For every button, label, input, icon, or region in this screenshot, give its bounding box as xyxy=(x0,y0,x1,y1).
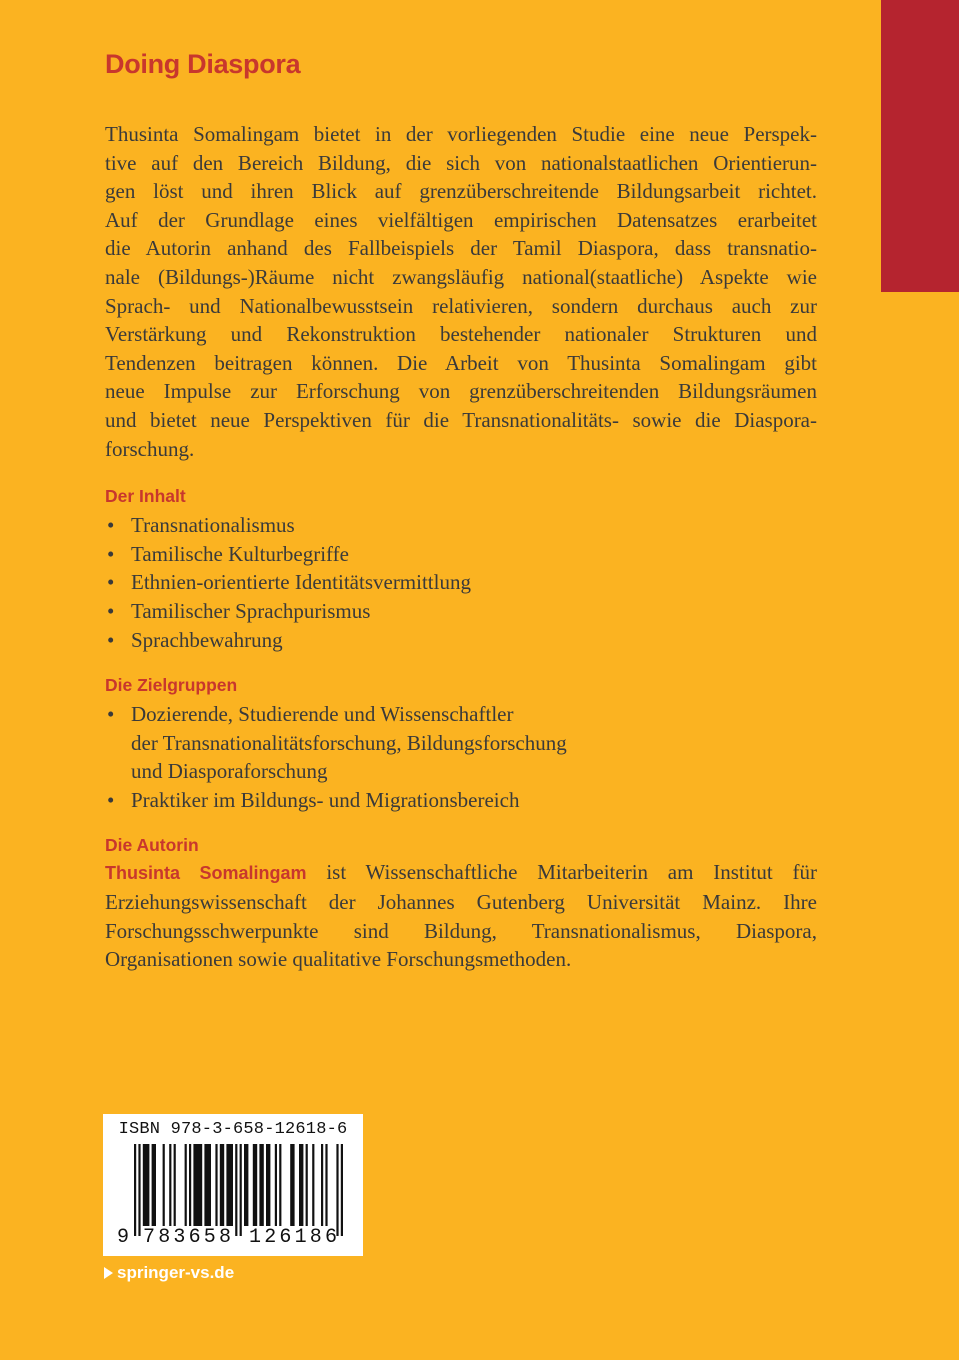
description-line: Verstärkung und Rekonstruktion bestehender nationaler Strukturen und xyxy=(105,322,817,347)
barcode-guard-bar xyxy=(138,1144,140,1236)
description-line: gen löst und ihren Blick auf grenzüberschreitende Bildungsarbeit richtet. xyxy=(105,179,817,204)
barcode-guard-bar xyxy=(134,1144,136,1236)
barcode-bar xyxy=(163,1144,165,1226)
barcode-bar xyxy=(193,1144,202,1226)
barcode-bar xyxy=(325,1144,327,1226)
book-title: Doing Diaspora xyxy=(105,49,301,79)
zielgruppe-item xyxy=(105,786,817,815)
bullet-icon: • xyxy=(107,787,115,812)
barcode-bar xyxy=(299,1144,303,1226)
zielgruppe-item-line: der Transnationalitätsforschung, Bildungsforschung xyxy=(131,730,567,755)
barcode-bar xyxy=(266,1144,270,1226)
back-cover-content xyxy=(105,46,817,974)
inhalt-item-text: Sprachbewahrung xyxy=(131,627,283,652)
inhalt-item xyxy=(105,568,817,597)
barcode-bar xyxy=(152,1144,156,1226)
description-line: nale (Bildungs-)Räume nicht zwangsläufig national(staatliche) Aspekte wie xyxy=(105,264,817,289)
author-bio xyxy=(105,858,817,973)
zielgruppe-item xyxy=(105,700,817,786)
barcode-bar xyxy=(290,1144,294,1226)
author-bio-text: Erziehungswissenschaft der Johannes Gutenberg Universität Mainz. Ihre xyxy=(105,890,817,915)
book-description xyxy=(105,120,817,463)
isbn-label: ISBN 978-3-658-12618-6 xyxy=(118,1120,348,1139)
barcode-bar xyxy=(204,1144,211,1226)
description-line: Thusinta Somalingam bietet in der vorliegenden Studie eine neue Perspek- xyxy=(105,122,817,146)
description-line: forschung. xyxy=(105,436,195,461)
inhalt-list xyxy=(105,511,817,654)
barcode-guard-bar xyxy=(336,1144,338,1236)
inhalt-item-text: Tamilischer Sprachpurismus xyxy=(131,598,371,623)
autorin-heading: Die Autorin xyxy=(105,835,199,856)
barcode-bar xyxy=(220,1144,224,1226)
zielgruppen-list xyxy=(105,700,817,814)
author-bio-line xyxy=(105,888,817,917)
description-line: die Autorin anhand des Fallbeispiels der Tamil Diaspora, dass transnatio- xyxy=(105,236,817,261)
inhalt-item-text: Tamilische Kulturbegriffe xyxy=(131,541,349,566)
bullet-icon: • xyxy=(107,570,115,595)
inhalt-item xyxy=(105,540,817,569)
description-line: und bietet neue Perspektiven für die Transnationalitäts- sowie die Diaspora- xyxy=(105,407,817,432)
barcode-bar xyxy=(321,1144,323,1226)
barcode-guard-bar xyxy=(341,1144,343,1236)
description-line: Tendenzen beitragen können. Die Arbeit von Thusinta Somalingam gibt xyxy=(105,350,817,375)
author-name: Thusinta Somalingam xyxy=(105,863,307,884)
barcode-guard-bar xyxy=(240,1144,242,1236)
barcode-bar xyxy=(169,1144,171,1226)
barcode-bar xyxy=(253,1144,257,1226)
barcode-bar xyxy=(185,1144,187,1226)
barcode-bar xyxy=(279,1144,281,1226)
bullet-icon: • xyxy=(107,513,115,538)
author-bio-text: ist Wissenschaftliche Mitarbeiterin am Institut für xyxy=(306,860,817,885)
barcode-bar xyxy=(312,1144,314,1226)
barcode-bar xyxy=(306,1144,308,1226)
author-bio-text: Forschungsschwerpunkte sind Bildung, Transnationalismus, Diaspora, xyxy=(105,918,817,943)
zielgruppe-item-line: Praktiker im Bildungs- und Migrationsbereich xyxy=(131,787,520,812)
description-line: Sprach- und Nationalbewusstsein relativieren, sondern durchaus auch zur xyxy=(105,293,817,318)
description-line: tive auf den Bereich Bildung, die sich von nationalstaatlichen Orientierun- xyxy=(105,150,817,175)
inhalt-item xyxy=(105,511,817,540)
author-bio-line xyxy=(105,858,817,888)
ean-left-group: 783658 xyxy=(143,1226,235,1249)
publisher-website[interactable] xyxy=(104,1263,234,1283)
bullet-icon: • xyxy=(107,598,115,623)
red-corner-bar xyxy=(881,0,959,292)
author-bio-text: Organisationen sowie qualitative Forschungsmethoden. xyxy=(105,947,572,972)
bullet-icon: • xyxy=(107,702,115,727)
author-bio-line xyxy=(105,917,817,946)
zielgruppen-heading: Die Zielgruppen xyxy=(105,675,238,696)
description-line: neue Impulse zur Erforschung von grenzüberschreitenden Bildungsräumen xyxy=(105,379,817,404)
barcode-bar xyxy=(275,1144,277,1226)
zielgruppe-item-line: Dozierende, Studierende und Wissenschaftler xyxy=(131,702,514,727)
inhalt-item-text: Ethnien-orientierte Identitätsvermittlung xyxy=(131,570,471,595)
barcode-bar xyxy=(226,1144,233,1226)
barcode-guard-bar xyxy=(235,1144,237,1236)
barcode-bar xyxy=(215,1144,217,1226)
inhalt-item xyxy=(105,597,817,626)
ean-first-digit: 9 xyxy=(117,1226,130,1249)
barcode-bar xyxy=(143,1144,150,1226)
barcode-bar xyxy=(244,1144,248,1226)
ean-right-group: 126186 xyxy=(249,1226,341,1249)
description-line: Auf der Grundlage eines vielfältigen empirischen Datensatzes erarbeitet xyxy=(105,207,817,232)
barcode-bar xyxy=(189,1144,191,1226)
author-bio-line xyxy=(105,945,817,974)
inhalt-item-text: Transnationalismus xyxy=(131,513,295,538)
inhalt-heading: Der Inhalt xyxy=(105,486,186,507)
barcode-bar xyxy=(259,1144,263,1226)
barcode-bar xyxy=(174,1144,176,1226)
arrow-right-icon xyxy=(104,1267,113,1279)
bullet-icon: • xyxy=(107,541,115,566)
bullet-icon: • xyxy=(107,627,115,652)
inhalt-item xyxy=(105,626,817,655)
isbn-barcode xyxy=(103,1114,363,1256)
website-link[interactable]: springer-vs.de xyxy=(117,1263,235,1282)
zielgruppe-item-line: und Diasporaforschung xyxy=(131,759,328,784)
